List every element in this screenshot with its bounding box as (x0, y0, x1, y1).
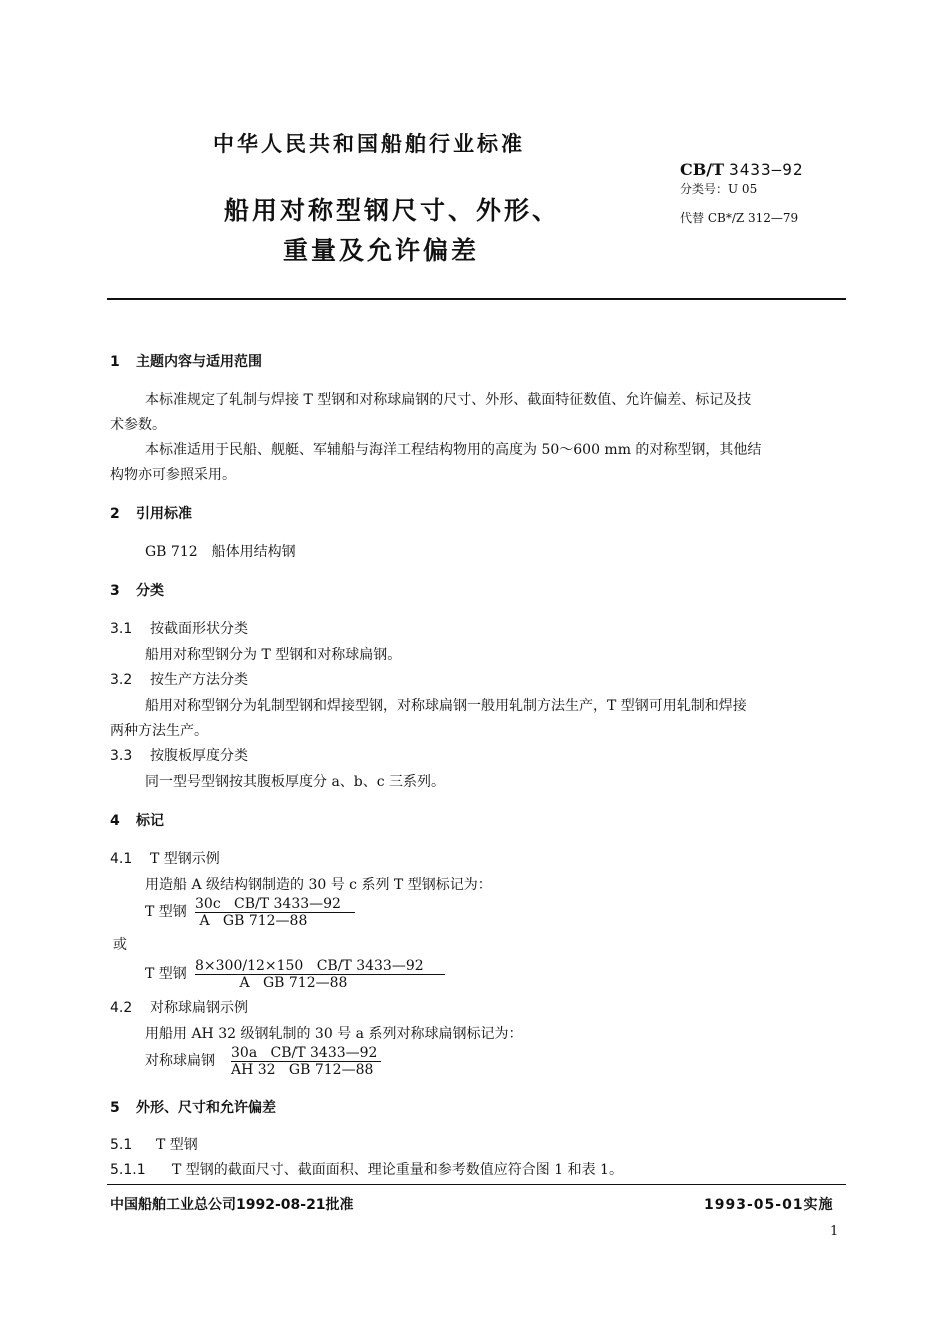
section-title: 按腹板厚度分类 (150, 748, 248, 764)
marking-example-3 (145, 1045, 395, 1081)
paragraph-line: 船用对称型钢分为 T 型钢和对称球扁钢。 (145, 647, 402, 663)
marking-numerator: 30c CB/T 3433—92 (195, 896, 341, 912)
section-number: 5 (110, 1100, 120, 1116)
referenced-standard: GB 712 船体用结构钢 (145, 544, 296, 560)
section-title: 按截面形状分类 (150, 621, 248, 637)
section-number: 3.1 (110, 621, 133, 637)
or-connector: 或 (113, 937, 127, 953)
replaces-standard: 代替 CB*/Z 312—79 (680, 211, 799, 225)
footer-divider (107, 1184, 846, 1185)
paragraph-line: 两种方法生产。 (110, 723, 208, 739)
document-title-line2: 重量及允许偏差 (283, 236, 480, 265)
section-number: 5.1.1 (110, 1162, 146, 1178)
approval-statement: 中国船舶工业总公司1992-08-21批准 (110, 1197, 354, 1213)
classification-number: 分类号：U 05 (680, 182, 758, 196)
marking-example-1 (145, 896, 365, 932)
marking-label: T 型钢 (145, 904, 187, 920)
section-number: 3.3 (110, 748, 133, 764)
marking-label: T 型钢 (145, 966, 187, 982)
section-number: 3.2 (110, 672, 133, 688)
section-4-heading (110, 810, 164, 830)
section-5-heading (110, 1097, 276, 1117)
section-title: 对称球扁钢示例 (150, 1000, 248, 1016)
paragraph-line: 用造船 A 级结构钢制造的 30 号 c 系列 T 型钢标记为： (145, 877, 492, 893)
section-number: 1 (110, 354, 120, 370)
standard-code: 3433—92 (729, 160, 804, 179)
marking-denominator: A GB 712—88 (195, 913, 308, 929)
subsection-5-1-heading (110, 1134, 198, 1154)
section-number: 4.1 (110, 851, 133, 867)
header-divider (107, 298, 846, 300)
section-1-heading (110, 351, 262, 371)
marking-example-2 (145, 958, 455, 994)
standard-prefix: CB/T (680, 160, 725, 179)
section-title: 引用标准 (136, 506, 192, 522)
effective-date: 1993-05-01实施 (704, 1197, 834, 1213)
marking-numerator: 8×300/12×150 CB/T 3433—92 (195, 958, 424, 974)
marking-denominator: A GB 712—88 (195, 975, 348, 991)
paragraph-line: 同一型号型钢按其腹板厚度分 a、b、c 三系列。 (145, 774, 446, 790)
subsection-5-1-1 (110, 1159, 623, 1179)
paragraph-line: 术参数。 (110, 417, 166, 433)
section-2-heading (110, 503, 192, 523)
document-title-line1: 船用对称型钢尺寸、外形、 (224, 196, 561, 225)
section-number: 3 (110, 583, 120, 599)
paragraph-line: 本标准适用于民船、舰艇、军辅船与海洋工程结构物用的高度为 50～600 mm 的对称型钢，其他结 (145, 442, 762, 458)
page-number: 1 (830, 1224, 839, 1239)
paragraph-line: 用船用 AH 32 级钢轧制的 30 号 a 系列对称球扁钢标记为： (145, 1026, 523, 1042)
paragraph-line: 构物亦可参照采用。 (110, 467, 236, 483)
section-number: 4.2 (110, 1000, 133, 1016)
paragraph-line: 本标准规定了轧制与焊接 T 型钢和对称球扁钢的尺寸、外形、截面特征数值、允许偏差、标记及技 (145, 392, 752, 408)
section-number: 2 (110, 506, 120, 522)
standard-number (680, 160, 804, 179)
section-number: 5.1 (110, 1137, 133, 1153)
paragraph-line: 船用对称型钢分为轧制型钢和焊接型钢，对称球扁钢一般用轧制方法生产，T 型钢可用轧制和焊接 (145, 698, 747, 714)
subsection-3-1-heading (110, 618, 248, 638)
section-title: 主题内容与适用范围 (136, 354, 262, 370)
section-title: 标记 (136, 813, 164, 829)
clause-text: T 型钢的截面尺寸、截面面积、理论重量和参考数值应符合图 1 和表 1。 (172, 1162, 623, 1178)
section-3-heading (110, 580, 164, 600)
section-title: T 型钢示例 (150, 851, 220, 867)
subsection-4-1-heading (110, 848, 220, 868)
section-number: 4 (110, 813, 120, 829)
marking-numerator: 30a CB/T 3433—92 (231, 1045, 378, 1061)
subsection-3-2-heading (110, 669, 248, 689)
subsection-3-3-heading (110, 745, 248, 765)
section-title: 分类 (136, 583, 164, 599)
section-title: T 型钢 (156, 1137, 198, 1153)
section-title: 外形、尺寸和允许偏差 (136, 1100, 276, 1116)
section-title: 按生产方法分类 (150, 672, 248, 688)
subsection-4-2-heading (110, 997, 248, 1017)
industry-standard-title: 中华人民共和国船舶行业标准 (213, 131, 525, 156)
marking-label: 对称球扁钢 (145, 1053, 215, 1069)
marking-denominator: AH 32 GB 712—88 (231, 1062, 374, 1078)
